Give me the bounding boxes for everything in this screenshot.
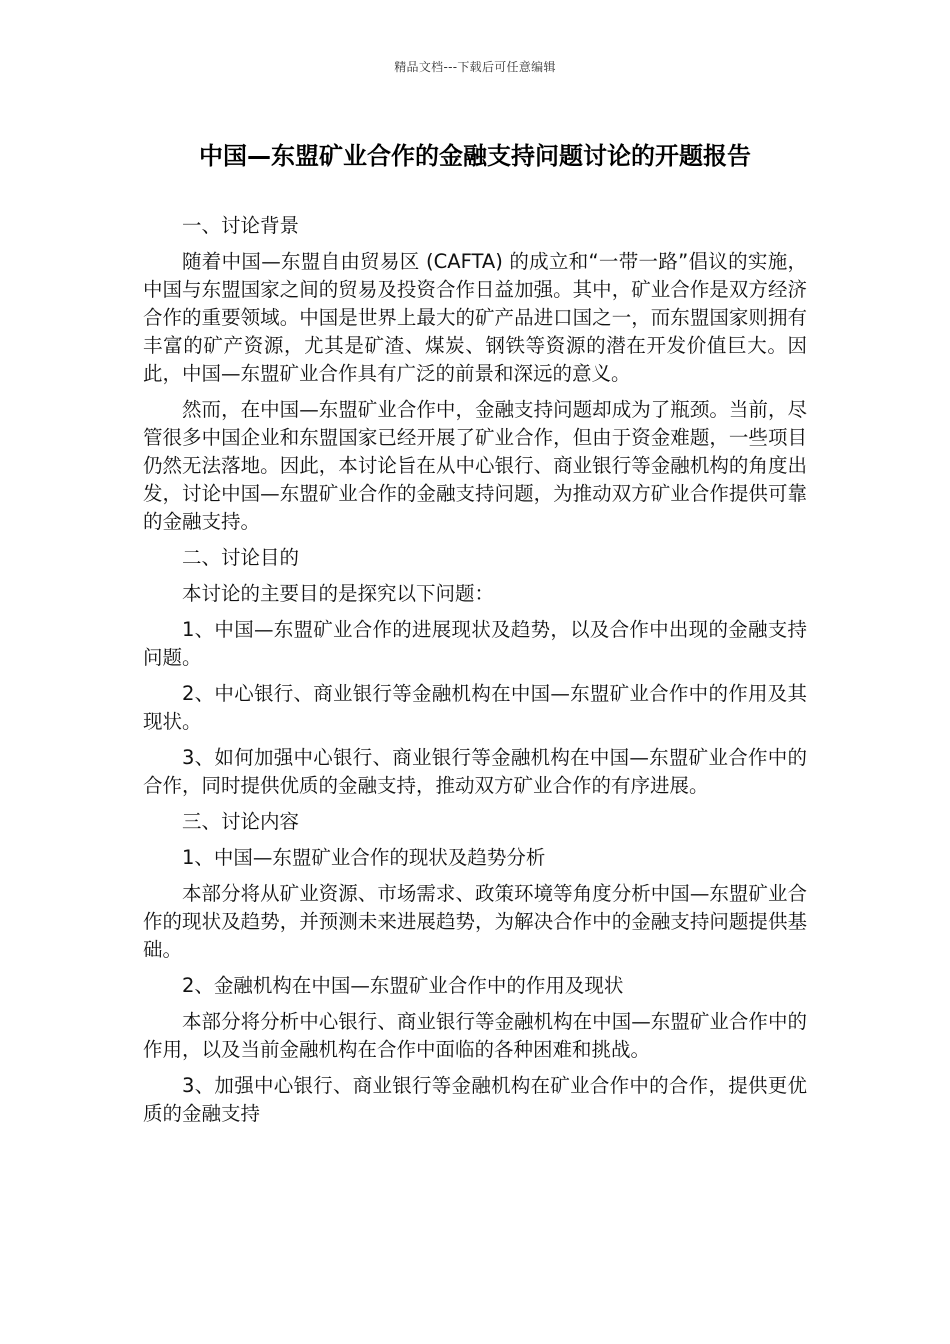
subsection-heading-3: 3、加强中心银行、商业银行等金融机构在矿业合作中的合作，提供更优质的金融支持 xyxy=(143,1074,807,1125)
paragraph-background-2: 然而，在中国—东盟矿业合作中，金融支持问题却成为了瓶颈。当前，尽管很多中国企业和东盟国家已经开展了矿业合作，但由于资金难题，一些项目仍然无法落地。因此，本讨论旨在从中心银行、商业银行等金融机构的角度出发，讨论中国—东盟矿业合作的金融支持问题，为推动双方矿业合作提供可靠的金融支持。 xyxy=(143,398,807,533)
paragraph-subsection-2: 本部分将分析中心银行、商业银行等金融机构在中国—东盟矿业合作中的作用，以及当前金融机构在合作中面临的各种困难和挑战。 xyxy=(143,1010,807,1061)
page-header-note: 精品文档---下载后可任意编辑 xyxy=(394,60,556,74)
subsection-heading-2: 2、金融机构在中国—东盟矿业合作中的作用及现状 xyxy=(182,974,624,997)
list-item-purpose-1: 1、中国—东盟矿业合作的进展现状及趋势，以及合作中出现的金融支持问题。 xyxy=(143,618,807,669)
list-item-purpose-3: 3、如何加强中心银行、商业银行等金融机构在中国—东盟矿业合作中的合作，同时提供优质的金融支持，推动双方矿业合作的有序进展。 xyxy=(143,746,807,797)
section-heading-background: 一、讨论背景 xyxy=(182,214,300,237)
document-body xyxy=(143,212,807,1136)
paragraph-background-1: 随着中国—东盟自由贸易区 (CAFTA) 的成立和“一带一路”倡议的实施，中国与东盟国家之间的贸易及投资合作日益加强。其中，矿业合作是双方经济合作的重要领域。中国是世界上最大的矿产品进口国之一，而东盟国家则拥有丰富的矿产资源，尤其是矿渣、煤炭、钢铁等资源的潜在开发价值巨大。因此，中国—东盟矿业合作具有广泛的前景和深远的意义。 xyxy=(143,250,807,385)
document-title: 中国—东盟矿业合作的金融支持问题讨论的开题报告 xyxy=(199,142,751,170)
paragraph-subsection-1: 本部分将从矿业资源、市场需求、政策环境等角度分析中国—东盟矿业合作的现状及趋势，并预测未来进展趋势，为解决合作中的金融支持问题提供基础。 xyxy=(143,882,807,961)
list-item-purpose-2: 2、中心银行、商业银行等金融机构在中国—东盟矿业合作中的作用及其现状。 xyxy=(143,682,807,733)
subsection-heading-1: 1、中国—东盟矿业合作的现状及趋势分析 xyxy=(182,846,546,869)
section-heading-purpose: 二、讨论目的 xyxy=(182,546,300,569)
section-heading-content: 三、讨论内容 xyxy=(182,810,300,833)
paragraph-purpose-intro: 本讨论的主要目的是探究以下问题： xyxy=(182,582,495,605)
